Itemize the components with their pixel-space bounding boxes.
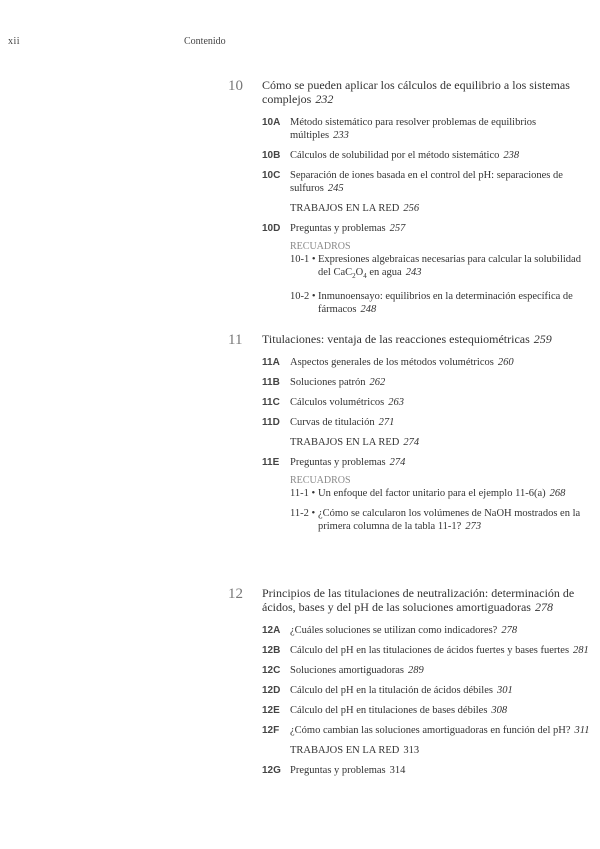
chapter-11	[228, 332, 590, 540]
section-code: 12G	[262, 765, 281, 776]
chapter-title-text: Titulaciones: ventaja de las reacciones estequiométricas	[262, 332, 530, 346]
page-ref: 233	[333, 130, 349, 141]
chapter-title-text: Principios de las titulaciones de neutralización: determinación de ácidos, bases y del pH de las soluciones amortiguadoras	[262, 586, 575, 614]
section-code: 11E	[262, 457, 280, 468]
chapter-number: 11	[228, 332, 243, 348]
toc-entry[interactable]	[262, 724, 590, 737]
toc-entry[interactable]	[262, 416, 590, 429]
page-ref: 256	[403, 203, 420, 214]
web-work-entry[interactable]	[262, 202, 590, 215]
section-code: 12B	[262, 645, 281, 656]
toc-entry[interactable]	[262, 222, 590, 235]
entry-text: ¿Cómo cambian las soluciones amortiguadoras en función del pH?	[290, 725, 571, 736]
box-text: en agua	[366, 267, 402, 278]
box-text: Un enfoque del factor unitario para el ejemplo 11-6(a)	[318, 488, 546, 499]
section-code: 11A	[262, 357, 280, 368]
toc-entry[interactable]	[262, 356, 590, 369]
toc-entry[interactable]	[262, 764, 590, 777]
box-number: 10-1 •	[290, 254, 316, 265]
entry-text: Aspectos generales de los métodos volumétricos	[290, 357, 494, 368]
chapter-title[interactable]	[262, 78, 590, 106]
page-ref: 248	[360, 304, 377, 316]
web-work-entry[interactable]	[262, 744, 590, 757]
entry-text: Soluciones patrón	[290, 377, 366, 388]
section-code: 11C	[262, 397, 280, 408]
web-work-text: TRABAJOS EN LA RED	[290, 203, 400, 214]
web-work-text: TRABAJOS EN LA RED	[290, 745, 400, 756]
section-code: 10C	[262, 170, 281, 181]
toc-entry[interactable]	[262, 396, 590, 409]
page-ref: 274	[403, 437, 420, 448]
page-ref: 301	[496, 685, 513, 696]
recuadros-label: RECUADROS	[290, 475, 351, 486]
toc-entry[interactable]	[262, 644, 590, 657]
page-ref: 289	[408, 665, 424, 676]
page-ref: 263	[388, 397, 404, 408]
page-ref: 262	[369, 377, 386, 388]
box-text: O	[355, 267, 364, 278]
page-ref: 311	[574, 725, 590, 736]
recuadros-label: RECUADROS	[290, 241, 351, 252]
box-text: Inmunoensayo: equilibrios en la determinación específica de fármacos	[318, 291, 573, 316]
section-code: 12A	[262, 625, 281, 636]
entry-text: Soluciones amortiguadoras	[290, 665, 405, 676]
section-code: 11B	[262, 377, 280, 388]
page-ref: 238	[503, 150, 520, 161]
chapter-title[interactable]	[262, 586, 590, 614]
toc-entry[interactable]	[262, 704, 590, 717]
page-ref: 271	[378, 417, 395, 428]
page-ref: 278	[501, 625, 518, 636]
page-ref: 259	[533, 332, 552, 346]
chapter-title[interactable]	[262, 332, 590, 346]
chapter-number: 12	[228, 586, 243, 602]
page-ref: 314	[389, 765, 406, 776]
page-number: xii	[8, 36, 21, 47]
toc-entry[interactable]	[262, 624, 590, 637]
entry-text: Método sistemático para resolver problemas de equilibrios múltiples	[290, 117, 537, 141]
box-entry[interactable]	[262, 507, 590, 533]
page-ref: 281	[573, 645, 589, 656]
section-code: 12E	[262, 705, 280, 716]
section-code: 10B	[262, 150, 281, 161]
box-entry[interactable]	[262, 487, 590, 500]
page-ref: 245	[327, 183, 344, 194]
page-ref: 313	[403, 745, 420, 756]
page-ref: 278	[534, 600, 553, 614]
page-ref: 257	[389, 223, 406, 234]
toc-entry[interactable]	[262, 149, 590, 162]
toc-entries	[262, 116, 590, 316]
box-entry[interactable]	[262, 253, 590, 283]
box-number: 11-1 •	[290, 488, 316, 499]
page-ref: 273	[465, 521, 482, 532]
section-code: 12F	[262, 725, 280, 736]
section-code: 12D	[262, 685, 281, 696]
entry-text: Preguntas y problemas	[290, 457, 386, 468]
page-ref: 232	[315, 92, 334, 106]
toc-entries	[262, 624, 590, 777]
toc-entry[interactable]	[262, 456, 590, 469]
box-number: 10-2 •	[290, 291, 316, 303]
entry-text: Cálculo del pH en titulaciones de bases débiles	[290, 705, 488, 716]
entry-text: Cálculo del pH en la titulación de ácidos débiles	[290, 685, 493, 696]
toc-entry[interactable]	[262, 169, 590, 195]
chapter-number: 10	[228, 78, 243, 94]
toc-entry[interactable]	[262, 376, 590, 389]
box-number: 11-2 •	[290, 508, 316, 519]
page-ref: 274	[389, 457, 406, 468]
toc-entry[interactable]	[262, 116, 590, 142]
chapter-12	[228, 586, 590, 784]
section-code: 10A	[262, 117, 281, 128]
page-header	[8, 36, 226, 47]
page-ref: 308	[491, 705, 508, 716]
entry-text: Curvas de titulación	[290, 417, 375, 428]
box-text: ¿Cómo se calcularon los volúmenes de NaOH mostrados en la primera columna de la tabla 11-1?	[318, 508, 581, 532]
section-code: 10D	[262, 223, 281, 234]
page-ref: 260	[497, 357, 514, 368]
section-title: Contenido	[184, 36, 226, 47]
entry-text: Cálculo del pH en las titulaciones de ácidos fuertes y bases fuertes	[290, 645, 570, 656]
chapter-10	[228, 78, 590, 323]
web-work-text: TRABAJOS EN LA RED	[290, 437, 400, 448]
subscript: 2	[352, 272, 356, 281]
web-work-entry[interactable]	[262, 436, 590, 449]
toc-entry[interactable]	[262, 684, 590, 697]
entry-text: Separación de iones basada en el control del pH: separaciones de sulfuros	[290, 170, 563, 194]
entry-text: Preguntas y problemas	[290, 223, 386, 234]
entry-text: Cálculos volumétricos	[290, 397, 385, 408]
entry-text: Cálculos de solubilidad por el método sistemático	[290, 150, 500, 161]
chapter-title-text: Cómo se pueden aplicar los cálculos de equilibrio a los sistemas complejos	[262, 78, 570, 106]
section-code: 12C	[262, 665, 281, 676]
toc-entries	[262, 356, 590, 533]
entry-text: Preguntas y problemas	[290, 765, 386, 776]
page-ref: 243	[405, 267, 422, 278]
box-entry[interactable]	[262, 290, 590, 316]
subscript: 4	[363, 272, 367, 281]
entry-text: ¿Cuáles soluciones se utilizan como indicadores?	[290, 625, 498, 636]
section-code: 11D	[262, 417, 280, 428]
box-text: Expresiones algebraicas necesarias para calcular la solubilidad del CaC	[318, 254, 581, 278]
page-ref: 268	[549, 488, 566, 499]
toc-entry[interactable]	[262, 664, 590, 677]
